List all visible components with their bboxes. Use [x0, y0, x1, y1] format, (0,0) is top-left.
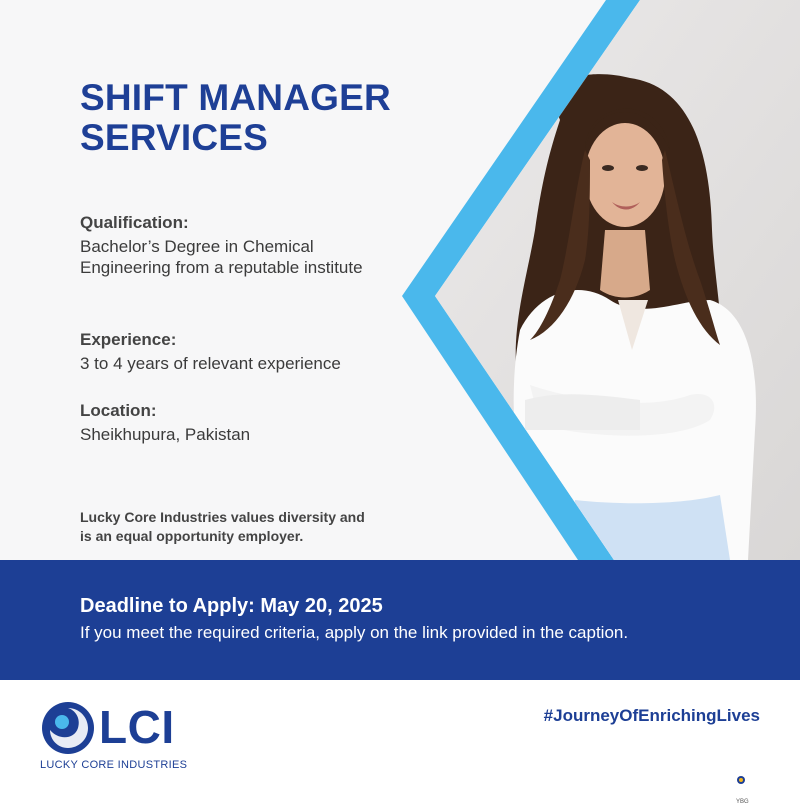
- company-name: LUCKY CORE INDUSTRIES: [40, 759, 188, 771]
- hashtag: #JourneyOfEnrichingLives: [543, 706, 760, 725]
- qualification-value: Bachelor’s Degree in Chemical Engineering from a reputable institute: [80, 237, 363, 277]
- deadline-band: [0, 560, 800, 680]
- job-title-line-1: SHIFT MANAGER: [80, 77, 391, 118]
- job-title: [80, 78, 391, 158]
- lci-logo-icon: [40, 700, 96, 756]
- location-value: Sheikhupura, Pakistan: [80, 425, 251, 444]
- agency-mark-text: YBG: [736, 799, 749, 805]
- experience-value: 3 to 4 years of relevant experience: [80, 354, 341, 373]
- location-section: [80, 401, 400, 445]
- job-title-line-2: SERVICES: [80, 117, 269, 158]
- experience-section: [80, 330, 400, 374]
- logo-wordmark: LCI: [99, 701, 175, 753]
- qualification-label: Qualification:: [80, 213, 189, 232]
- agency-mark: [736, 772, 758, 805]
- deadline-text: Deadline to Apply: May 20, 2025: [80, 595, 383, 617]
- agency-logo-icon: [736, 775, 746, 785]
- location-label: Location:: [80, 401, 157, 420]
- diversity-note: Lucky Core Industries values diversity and is an equal opportunity employer.: [80, 509, 365, 544]
- experience-label: Experience:: [80, 330, 177, 349]
- qualification-section: [80, 213, 400, 278]
- criteria-text: If you meet the required criteria, apply on the link provided in the caption.: [80, 623, 629, 642]
- footer: [0, 680, 800, 805]
